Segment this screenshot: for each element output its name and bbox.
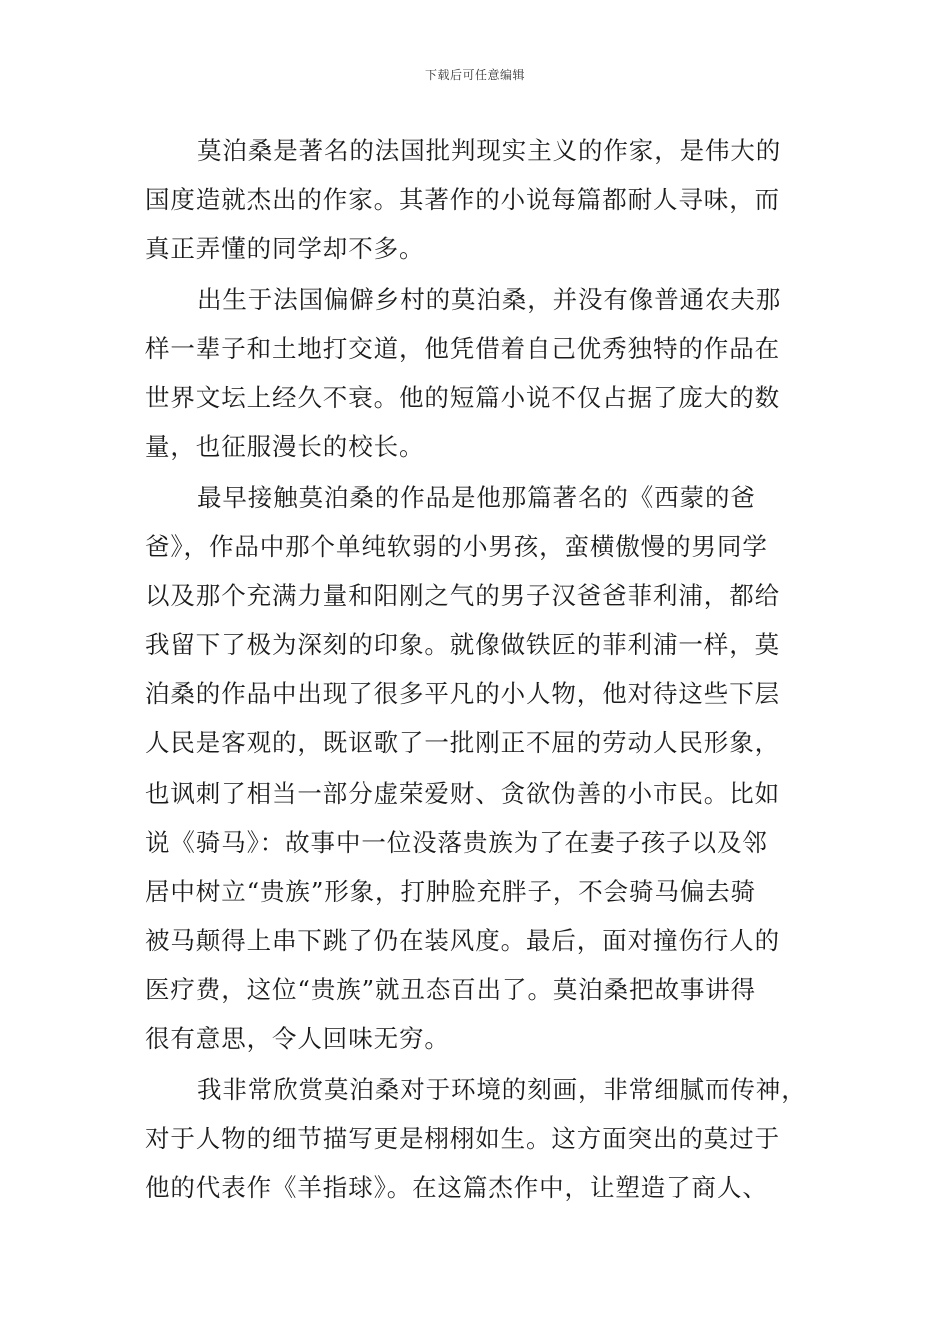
paragraph-3-line-2: 爸》，作品中那个单纯软弱的小男孩，蛮横傲慢的男同学 — [145, 532, 768, 561]
paragraph-3-line-4: 我留下了极为深刻的印象。就像做铁匠的菲利浦一样，莫 — [145, 630, 780, 659]
paragraph-1-line-1: 莫泊桑是著名的法国批判现实主义的作家，是伟大的 — [197, 136, 782, 165]
paragraph-3-line-11: 医疗费，这位“贵族”就丑态百出了。莫泊桑把故事讲得 — [145, 975, 757, 1004]
paragraph-3-line-10: 被马颠得上串下跳了仍在装风度。最后，面对撞伤行人的 — [145, 926, 780, 955]
paragraph-3-line-8: 说《骑马》：故事中一位没落贵族为了在妻子孩子以及邻 — [145, 828, 768, 857]
paragraph-2-line-3: 世界文坛上经久不衰。他的短篇小说不仅占据了庞大的数 — [145, 383, 780, 412]
paragraph-2-line-4: 量，也征服漫长的校长。 — [145, 432, 425, 461]
paragraph-3-line-7: 也讽刺了相当一部分虚荣爱财、贪欲伪善的小市民。比如 — [145, 779, 780, 808]
paragraph-2-line-2: 样一辈子和土地打交道，他凭借着自己优秀独特的作品在 — [145, 334, 780, 363]
paragraph-4-line-2: 对于人物的细节描写更是栩栩如生。这方面突出的莫过于 — [145, 1124, 780, 1153]
paragraph-3-line-9: 居中树立“贵族”形象，打肿脸充胖子，不会骑马偏去骑 — [145, 877, 757, 906]
paragraph-3-line-12: 很有意思，令人回味无穷。 — [145, 1024, 450, 1053]
paragraph-3-line-6: 人民是客观的，既讴歌了一批刚正不屈的劳动人民形象， — [145, 728, 780, 757]
paragraph-4-line-3: 他的代表作《羊指球》。在这篇杰作中，让塑造了商人、 — [145, 1173, 768, 1202]
paragraph-4-line-1: 我非常欣赏莫泊桑对于环境的刻画，非常细腻而传神， — [197, 1075, 807, 1104]
paragraph-2-line-1: 出生于法国偏僻乡村的莫泊桑，并没有像普通农夫那 — [197, 285, 782, 314]
paragraph-3-line-3: 以及那个充满力量和阳刚之气的男子汉爸爸菲利浦，都给 — [145, 581, 780, 610]
page-header: 下载后可任意编辑 — [424, 68, 525, 82]
paragraph-1-line-2: 国度造就杰出的作家。其著作的小说每篇都耐人寻味，而 — [145, 185, 780, 214]
paragraph-1-line-3: 真正弄懂的同学却不多。 — [145, 234, 425, 263]
paragraph-3-line-5: 泊桑的作品中出现了很多平凡的小人物，他对待这些下层 — [145, 679, 780, 708]
paragraph-3-line-1: 最早接触莫泊桑的作品是他那篇著名的《西蒙的爸 — [197, 483, 756, 512]
